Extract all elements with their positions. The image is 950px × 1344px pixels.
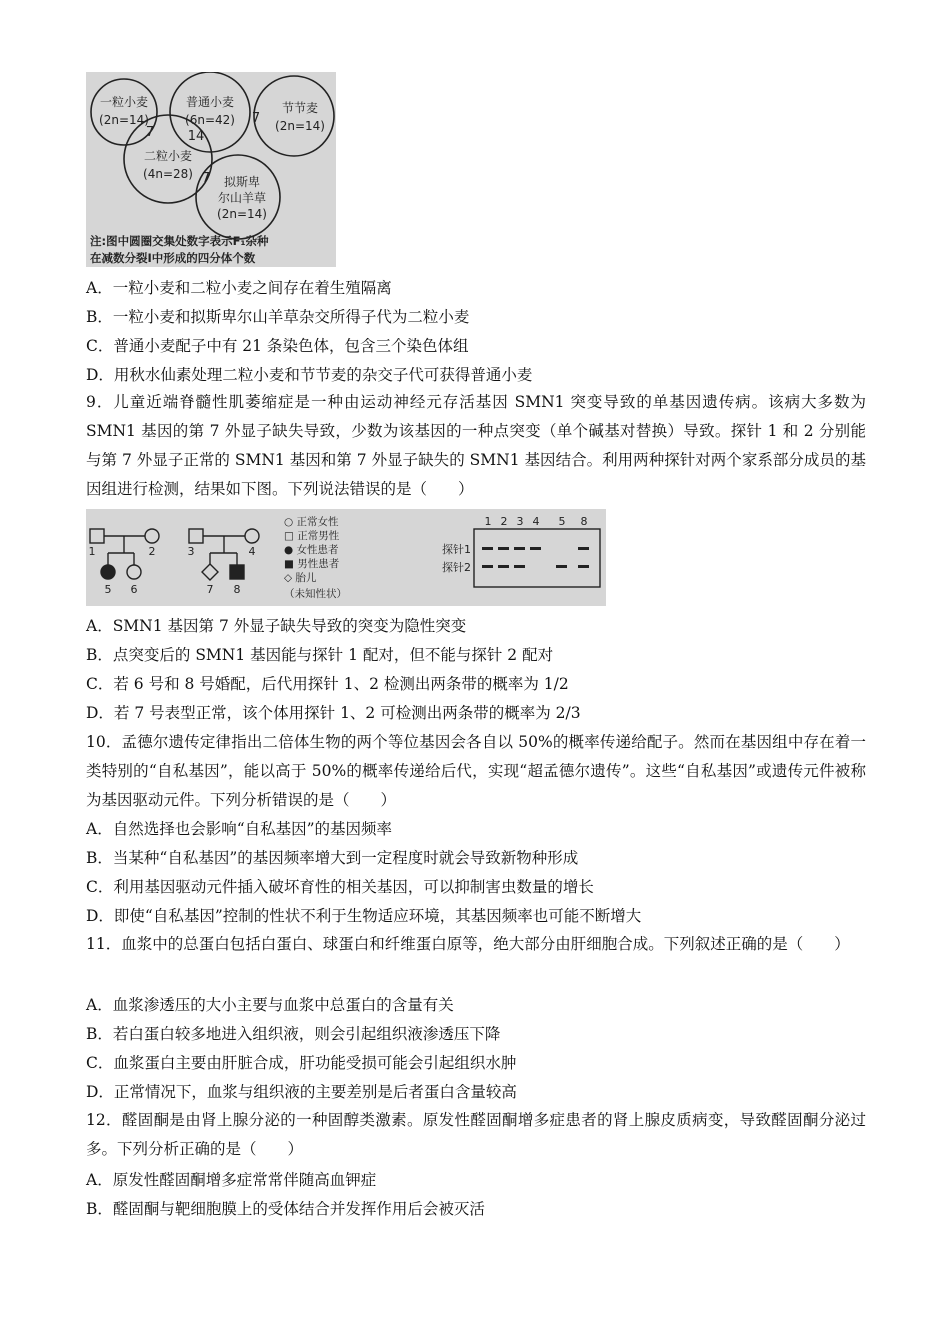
q11-option-d: D．正常情况下，血浆与组织液的主要差别是后者蛋白含量较高	[86, 1083, 517, 1101]
pedigree-figure	[86, 509, 606, 606]
label-8: 8	[233, 583, 241, 596]
label-3: 3	[187, 545, 195, 558]
circle-jiejie	[251, 76, 334, 156]
lane-label-3: 3	[516, 515, 524, 528]
legend-unknown-trait: （未知性状）	[284, 588, 347, 600]
circle5-name-line2: 尔山羊草	[217, 191, 267, 205]
circle2-name: 普通小麦	[185, 95, 235, 109]
band-p2-lane1	[482, 565, 493, 568]
circle1-count: (2n=14)	[99, 113, 149, 127]
probe2-label: 探针2	[442, 561, 471, 574]
lane-label-8: 8	[580, 515, 588, 528]
q8-option-b: B．一粒小麦和拟斯卑尔山羊草杂交所得子代为二粒小麦	[86, 308, 470, 326]
wheat-venn-svg	[86, 72, 336, 267]
q8-option-d: D．用秋水仙素处理二粒小麦和节节麦的杂交子代可获得普通小麦	[86, 366, 533, 384]
legend-normal-male: □ 正常男性	[284, 530, 340, 542]
q11-option-a: A．血浆渗透压的大小主要与血浆中总蛋白的含量有关	[86, 996, 454, 1014]
individual-7-symbol	[202, 564, 218, 580]
individual-4-symbol	[245, 529, 259, 543]
q10-option-c: C．利用基因驱动元件插入破坏育性的相关基因，可以抑制害虫数量的增长	[86, 878, 594, 896]
legend-normal-female: ○ 正常女性	[284, 516, 339, 528]
label-6: 6	[130, 583, 138, 596]
circle-putong	[170, 72, 250, 152]
circle3-count: (2n=14)	[275, 119, 325, 133]
circle4-name: 二粒小麦	[143, 149, 193, 163]
circle5-count: (2n=14)	[217, 207, 267, 221]
probe1-label: 探针1	[442, 543, 471, 556]
legend-female-patient: ● 女性患者	[284, 544, 339, 556]
circle1-name: 一粒小麦	[99, 95, 149, 109]
q8-option-c: C．普通小麦配子中有 21 条染色体，包含三个染色体组	[86, 337, 469, 355]
intersection-putong-erli: 14	[187, 129, 205, 144]
individual-6-symbol	[127, 565, 141, 579]
q12-option-a: A．原发性醛固酮增多症常常伴随高血钾症	[86, 1171, 377, 1189]
band-p2-lane2	[498, 565, 509, 568]
label-1: 1	[88, 545, 96, 558]
circle2-count: (6n=42)	[185, 113, 235, 127]
individual-1-symbol	[90, 529, 104, 543]
band-p2-lane3	[514, 565, 525, 568]
q11-stem: 11．血浆中的总蛋白包括白蛋白、球蛋白和纤维蛋白原等，绝大部分由肝细胞合成。下列叙述正确的是（ ）	[86, 935, 850, 953]
lane-label-5: 5	[558, 515, 566, 528]
individual-5-symbol	[101, 565, 115, 579]
figure1-note-line2: 在减数分裂Ⅰ中形成的四分体个数	[90, 251, 256, 265]
q12-option-b: B．醛固酮与靶细胞膜上的受体结合并发挥作用后会被灭活	[86, 1200, 485, 1218]
q12-stem: 12．醛固酮是由肾上腺分泌的一种固醇类激素。原发性醛固酮增多症患者的肾上腺皮质病变，导致醛固酮分泌过多。下列分析正确的是（ ）	[86, 1111, 866, 1158]
circle4-count: (4n=28)	[143, 167, 193, 181]
legend-fetus: ◇ 胎儿	[284, 572, 317, 584]
individual-3-symbol	[189, 529, 203, 543]
band-p1-lane3	[514, 547, 525, 550]
legend-male-patient: ■ 男性患者	[284, 558, 340, 570]
label-5: 5	[104, 583, 112, 596]
q10-option-b: B．当某种“自私基因”的基因频率增大到一定程度时就会导致新物种形成	[86, 849, 579, 867]
band-p1-lane2	[498, 547, 509, 550]
band-p2-lane8	[578, 565, 589, 568]
q9-stem: 9．儿童近端脊髓性肌萎缩症是一种由运动神经元存活基因 SMN1 突变导致的单基因遗传病。该病大多数为 SMN1 基因的第 7 外显子缺失导致，少数为该基因的一种点突变（单个碱基对替换）导致。探针 1 和 2 分别能与第 7 外显子正常的 SMN1 基因和第 7 外显子缺失的 SMN1 基因结合。利用两种探针对两个家系部分成员的基因组进行检测，结果如下图。下列说法错误的是（ ）	[86, 393, 866, 498]
individual-8-symbol	[230, 565, 244, 579]
q9-option-a: A．SMN1 基因第 7 外显子缺失导致的突变为隐性突变	[86, 617, 467, 635]
label-2: 2	[148, 545, 156, 558]
pedigree-svg	[86, 509, 606, 606]
circle3-name: 节节麦	[281, 101, 319, 115]
label-7: 7	[206, 583, 214, 596]
q11-option-c: C．血浆蛋白主要由肝脏合成，肝功能受损可能会引起组织水肿	[86, 1054, 517, 1072]
band-p1-lane8	[578, 547, 589, 550]
lane-label-4: 4	[532, 515, 540, 528]
individual-2-symbol	[145, 529, 159, 543]
figure1-note-line1: 注:图中圆圈交集处数字表示F₁杂种	[90, 234, 269, 248]
q10-option-a: A．自然选择也会影响“自私基因”的基因频率	[86, 820, 393, 838]
intersection-yili-erli: 7	[145, 125, 155, 140]
q9-option-b: B．点突变后的 SMN1 基因能与探针 1 配对，但不能与探针 2 配对	[86, 646, 554, 664]
q10-stem: 10．孟德尔遗传定律指出二倍体生物的两个等位基因会各自以 50%的概率传递给配子。然而在基因组中存在着一类特别的“自私基因”，能以高于 50%的概率传递给后代，实现“超孟德尔遗传”。这些“自私基因”或遗传元件被称为基因驱动元件。下列分析错误的是（ ）	[86, 733, 866, 809]
q11-option-b: B．若白蛋白较多地进入组织液，则会引起组织液渗透压下降	[86, 1025, 501, 1043]
intersection-putong-jiejie: 7	[251, 111, 261, 126]
band-p1-lane4	[530, 547, 541, 550]
circle5-name-line1: 拟斯卑	[223, 175, 261, 189]
lane-label-1: 1	[484, 515, 492, 528]
band-p1-lane1	[482, 547, 493, 550]
q9-option-d: D．若 7 号表型正常，该个体用探针 1、2 可检测出两条带的概率为 2/3	[86, 704, 581, 722]
gel-box	[474, 529, 600, 587]
wheat-venn-figure	[86, 72, 336, 267]
lane-label-2: 2	[500, 515, 508, 528]
label-4: 4	[248, 545, 256, 558]
q9-option-c: C．若 6 号和 8 号婚配，后代用探针 1、2 检测出两条带的概率为 1/2	[86, 675, 569, 693]
q8-option-a: A．一粒小麦和二粒小麦之间存在着生殖隔离	[86, 279, 392, 297]
intersection-erli-nisibei: 7	[201, 171, 211, 186]
band-p2-lane5	[556, 565, 567, 568]
q10-option-d: D．即使“自私基因”控制的性状不利于生物适应环境，其基因频率也可能不断增大	[86, 907, 642, 925]
